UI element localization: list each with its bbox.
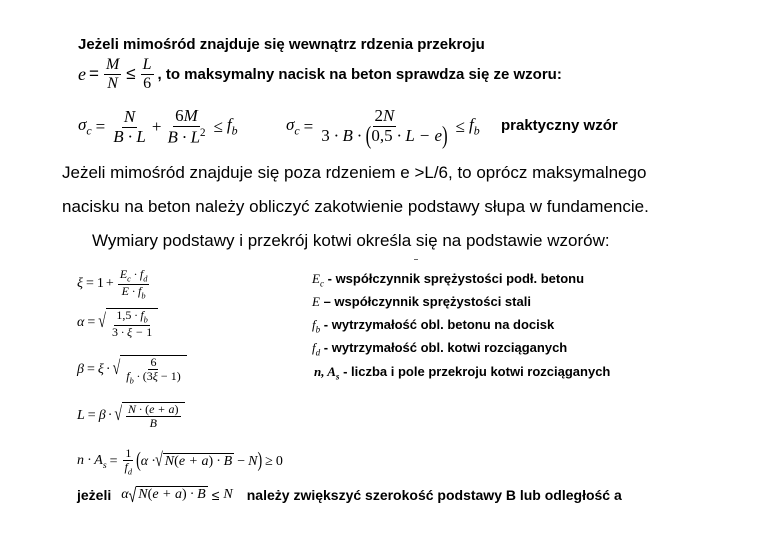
formula-xi: ξ = 1 + $\frac{E_c \cdot f_d}{E \cdot f_b}$	[77, 267, 148, 301]
condition-intro: Jeżeli mimośród znajduje się wewnątrz rdzenia przekroju	[78, 36, 485, 53]
eccentricity-formula: e = $\frac{M}{N}$ ≤ $\frac{L}{6}$ , to maksymalny nacisk na beton sprawdza się ze wzoru:	[78, 56, 562, 92]
body-line-3: Wymiary podstawy i przekrój kotwi określa się na podstawie wzorów:	[92, 231, 610, 250]
sigma-formula-practical: $\sigma_c$ = $\frac{2N}{3 \cdot B \cdot (0,5 \cdot L - e)}$ ≤ $f_b$	[286, 106, 480, 150]
formula-beta: β = ξ · √ $\frac{6}{f_b \cdot (3\xi - 1)}$	[77, 355, 187, 386]
legend-item-fd: $f_d$ - wytrzymałość obl. kotwi rozciąganych	[312, 340, 568, 358]
footer-suffix: należy zwiększyć szerokość podstawy B lub odległość a	[246, 486, 622, 503]
body-line-1: Jeżeli mimośród znajduje się poza rdzeniem e >L/6, to oprócz maksymalnego	[62, 163, 647, 182]
footer-condition: jeżeli α √ N(e + a) · B ≤ N należy zwiększyć szerokość podstawy B lub odległość a	[77, 483, 622, 506]
formula-L: L = β · √ $\frac{N \cdot (e + a)}{B}$	[77, 402, 185, 430]
footer-prefix: jeżeli	[77, 486, 112, 503]
condition-check: , to maksymalny nacisk na beton sprawdza się ze wzoru:	[157, 65, 562, 83]
legend-item-E: E – współczynnik sprężystości stali	[312, 294, 531, 309]
body-line-2: nacisku na beton należy obliczyć zakotwienie podstawy słupa w fundamencie.	[62, 197, 649, 216]
formula-anchor-area: $n \cdot A_s$ = $\frac{1}{f_d}$ ( α · √ N(e + a) · B − N ) ≥ 0	[77, 446, 283, 477]
legend-item-fb: $f_b$ - wytrzymałość obl. betonu na docisk	[312, 317, 555, 335]
sigma-formula-full: $\sigma_c$ = $\frac{N}{B \cdot L}$ + $\frac{6M}{B \cdot L^2}$ ≤ $f_b$	[78, 106, 238, 147]
formula-alpha: α = √ $\frac{1,5 \cdot f_b}{3 \cdot \xi - 1}$	[77, 308, 158, 339]
legend-item-nAs: n, $A_s$ - liczba i pole przekroju kotwi rozciąganych	[314, 364, 611, 382]
stray-mark	[414, 259, 418, 260]
legend-item-Ec: $E_c$ - współczynnik sprężystości podł. betonu	[312, 271, 585, 289]
practical-label: praktyczny wzór	[501, 117, 618, 134]
